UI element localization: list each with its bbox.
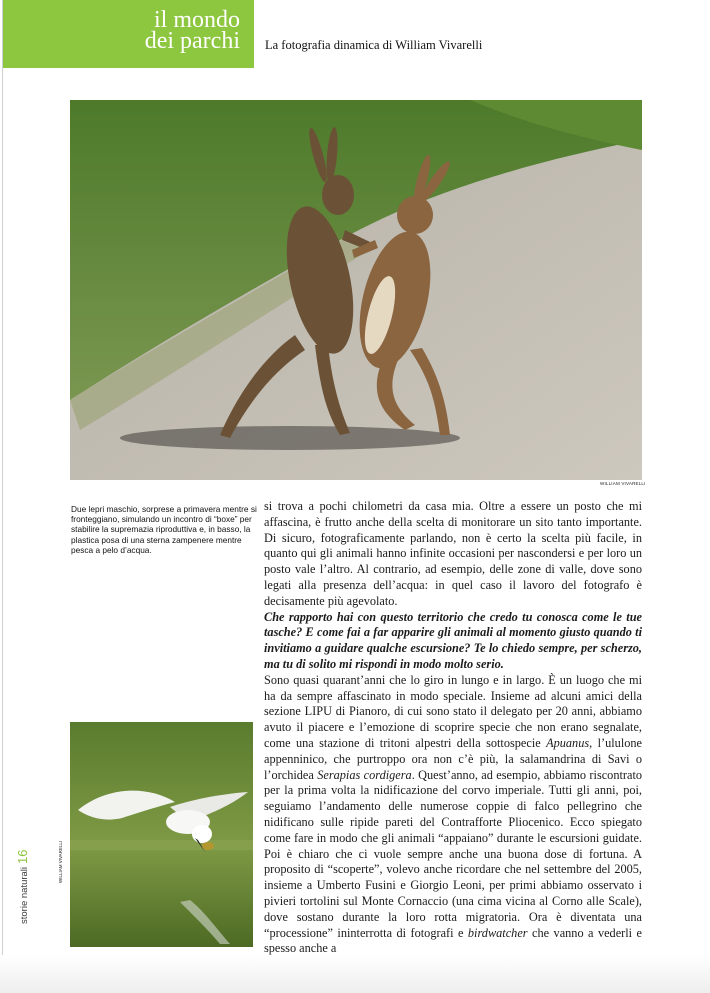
article-body: [264, 499, 642, 957]
paragraph-2-text-b: , l’ululone appenninico, che purtroppo ora non c’è più, la salamandrina di Savi o l’orchidea: [264, 735, 642, 782]
term-birdwatcher: birdwatcher: [467, 925, 528, 940]
photo-caption: Due lepri maschio, sorprese a primavera mentre si fronteggiano, simulando un incontro di “boxe” per stabilire la supremazia riproduttiva e, in basso, la plastica posa di una sterna zampenere mentre pesca a pelo d’acqua.: [71, 504, 257, 555]
page-bottom-edge: [0, 955, 710, 993]
section-title-line-1: il mondo: [153, 7, 240, 33]
article-subtitle: La fotografia dinamica di William Vivarelli: [265, 38, 483, 52]
magazine-name: storie naturali: [19, 866, 30, 924]
tern-photo-credit: WILLIAM VIVARELLI: [58, 840, 63, 883]
paragraph-2-text-c: . Quest’anno, ad esempio, abbiamo riscontrato per la prima volta la nidificazione del corvo imperiale. Tutti gli anni, poi, seguiamo l’andamento delle numerose coppie di falco pellegrino che nidificano sulle ripide pareti del Contrafforte Pliocenico. Ecco spiegato come fare in modo che gli animali “appaiano” durante le escursioni guidate. Poi è chiaro che ci vuole sempre anche una buona dose di fortuna. A proposito di “scoperte”, volevo anche ricordare che nel settembre del 2005, insieme a Umberto Fusini e Giorgio Leoni, per primi abbiamo osservato i pivieri tortolini sul Monte Cornaccio (una cima vicina al Corno alle Scale), dove sostano durante la loro rotta migratoria. Ora è diventata una “processione” ininterrotta di fotografi e: [264, 767, 643, 940]
article-paragraph-2: [264, 673, 642, 957]
paragraph-2-text-d: che vanno a vederli e spesso anche a: [264, 925, 643, 956]
paragraph-2-text-a: Sono quasi quarant’anni che lo giro in lungo e in largo. È un luogo che mi ha da sempre affascinato in modo speciale. Insieme ad alcuni amici della sezione LIPU di Pianoro, di cui sono stato il delegato per 20 anni, abbiamo avuto il piacere e l’emozione di scoprire specie che non erano segnalate, come una stazione di tritoni alpestri della sottospecie: [264, 672, 642, 750]
interview-question: Che rapporto hai con questo territorio che credo tu conosca come le tue tasche? E come fai a far apparire gli animali al momento giusto quando ti invitiamo a guidare qualche escursione? Te lo chiedo sempre, per scherzo, ma tu di solito mi rispondi in modo molto serio.: [264, 609, 642, 671]
page-footer: [14, 850, 32, 925]
section-title: [144, 7, 240, 54]
page-number: 16: [15, 849, 30, 864]
hares-illustration: [70, 100, 642, 480]
tern-photo: [70, 722, 253, 947]
tern-illustration: [70, 722, 253, 947]
section-header: [3, 0, 254, 68]
article-paragraph-1: si trova a pochi chilometri da casa mia. Oltre a essere un posto che mi affascina, è frutto anche della scelta di monitorare un sito tanto importante. Di sicuro, fotograficamente parlando, non è certo la scelta più facile, in quanto qui gli animali hanno infinite occasioni per nascondersi e per loro un posto vale l’altro. Al contrario, ad esempio, delle zone di valle, dove sono legati alla presenza dell’acqua: in quel caso il lavoro del fotografo è decisamente più agevolato.: [264, 499, 642, 608]
hares-photo-credit: WILLIAM VIVARELLI: [600, 481, 646, 486]
species-apuanus: Apuanus: [546, 735, 590, 750]
section-title-line-2: dei parchi: [144, 28, 240, 54]
page-margin-line: [2, 0, 3, 993]
hares-photo: [70, 100, 642, 480]
species-serapias: Serapias cordigera: [317, 767, 412, 782]
